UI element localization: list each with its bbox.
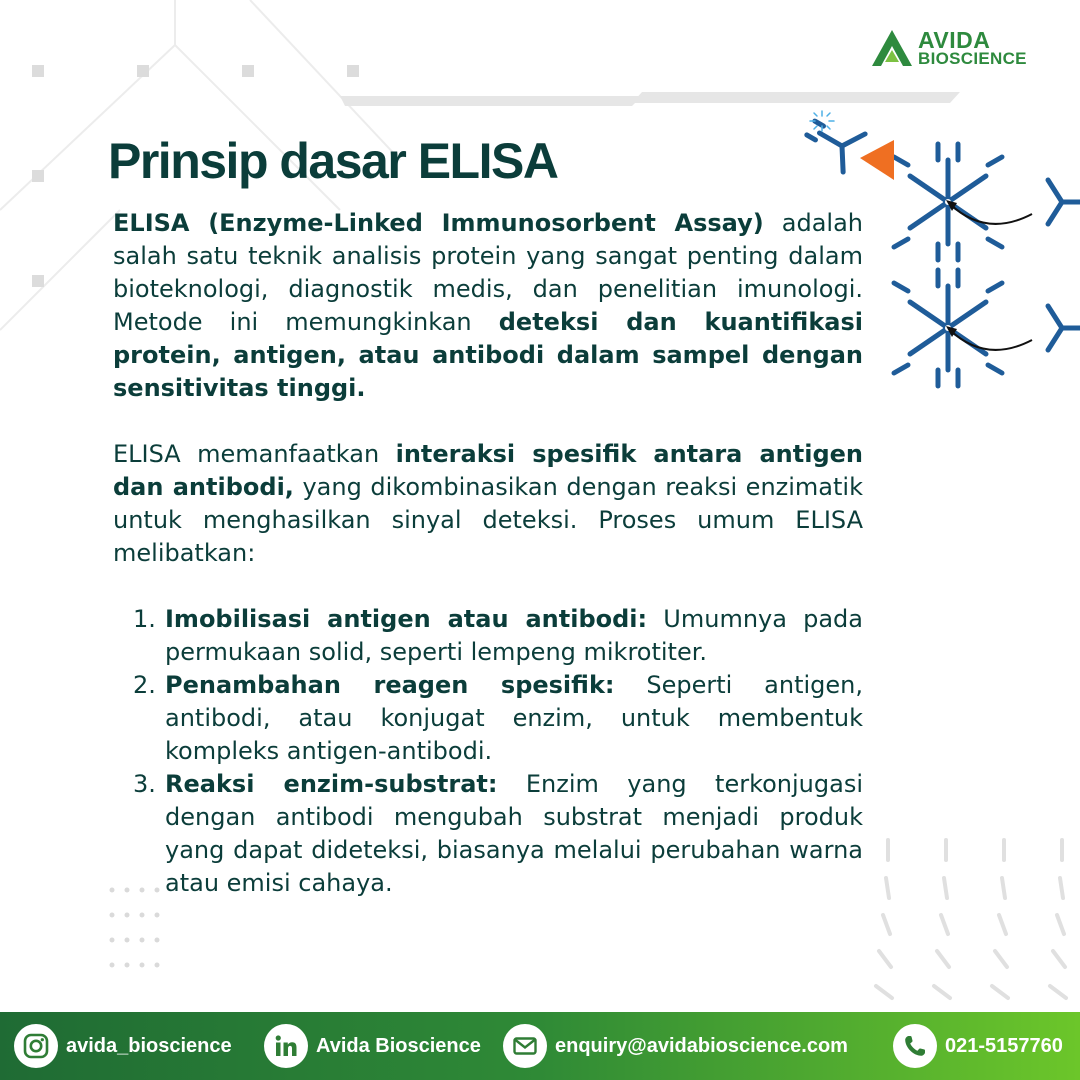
binding-arrow-icon — [950, 204, 1032, 350]
phone-icon — [893, 1024, 937, 1068]
footer-instagram[interactable] — [14, 1012, 232, 1080]
second-text-1: ELISA memanfaatkan — [113, 440, 396, 468]
logo-line-2: BIOSCIENCE — [918, 49, 1027, 68]
footer-linkedin[interactable] — [264, 1012, 481, 1080]
enzyme-triangle-icon — [860, 140, 894, 180]
step-title: Penambahan reagen spesifik: — [165, 671, 615, 699]
step-item — [113, 669, 863, 768]
intro-paragraph — [113, 207, 863, 405]
second-bold-1: interaksi spesifik antara antigen dan antibodi, — [113, 440, 864, 501]
process-steps — [113, 603, 863, 900]
footer-phone[interactable] — [893, 1012, 1063, 1080]
mail-icon — [503, 1024, 547, 1068]
footer-bar — [0, 1012, 1080, 1080]
step-text: Umumnya pada permukaan solid, seperti lempeng mikrotiter. — [165, 605, 863, 666]
step-number: 1. — [133, 605, 156, 633]
step-item — [113, 603, 863, 669]
intro-bold-2: deteksi dan kuantifikasi protein, antigen, atau antibodi dalam sampel dengan sensitivitas tinggi. — [113, 308, 863, 402]
step-number: 2. — [133, 671, 156, 699]
footer-email[interactable] — [503, 1012, 848, 1080]
email-address: enquiry@avidabioscience.com — [555, 1034, 848, 1057]
phone-number: 021-5157760 — [945, 1034, 1063, 1057]
intro-bold-1: ELISA (Enzyme-Linked Immunosorbent Assay) — [113, 209, 764, 237]
instagram-handle: avida_bioscience — [66, 1034, 232, 1057]
intro-text-1: adalah salah satu teknik analisis protein yang sangat penting dalam bioteknologi, diagnostik medis, dan penelitian imunologi. Metode ini memungkinkan — [113, 209, 863, 336]
instagram-icon — [14, 1024, 58, 1068]
logo-mark-icon — [872, 30, 912, 66]
step-item — [113, 768, 863, 900]
antibody-illustration — [800, 110, 1080, 400]
signal-burst-icon — [810, 111, 834, 131]
step-title: Imobilisasi antigen atau antibodi: — [165, 605, 648, 633]
second-paragraph — [113, 438, 863, 570]
logo-line-1: AVIDA — [918, 27, 991, 53]
step-number: 3. — [133, 770, 156, 798]
linkedin-icon — [264, 1024, 308, 1068]
step-text: Enzim yang terkonjugasi dengan antibodi mengubah substrat menjadi produk yang dapat dideteksi, biasanya melalui perubahan warna atau emisi cahaya. — [165, 770, 864, 897]
avida-logo — [872, 28, 1062, 72]
linkedin-name: Avida Bioscience — [316, 1034, 481, 1057]
step-title: Reaksi enzim-substrat: — [165, 770, 498, 798]
article-body — [113, 207, 863, 900]
step-text: Seperti antigen, antibodi, atau konjugat enzim, untuk membentuk kompleks antigen-antibodi. — [165, 671, 863, 765]
page-title: Prinsip dasar ELISA — [108, 133, 558, 189]
second-text-2: yang dikombinasikan dengan reaksi enzimatik untuk menghasilkan sinyal deteksi. Proses umum ELISA melibatkan: — [113, 473, 863, 567]
